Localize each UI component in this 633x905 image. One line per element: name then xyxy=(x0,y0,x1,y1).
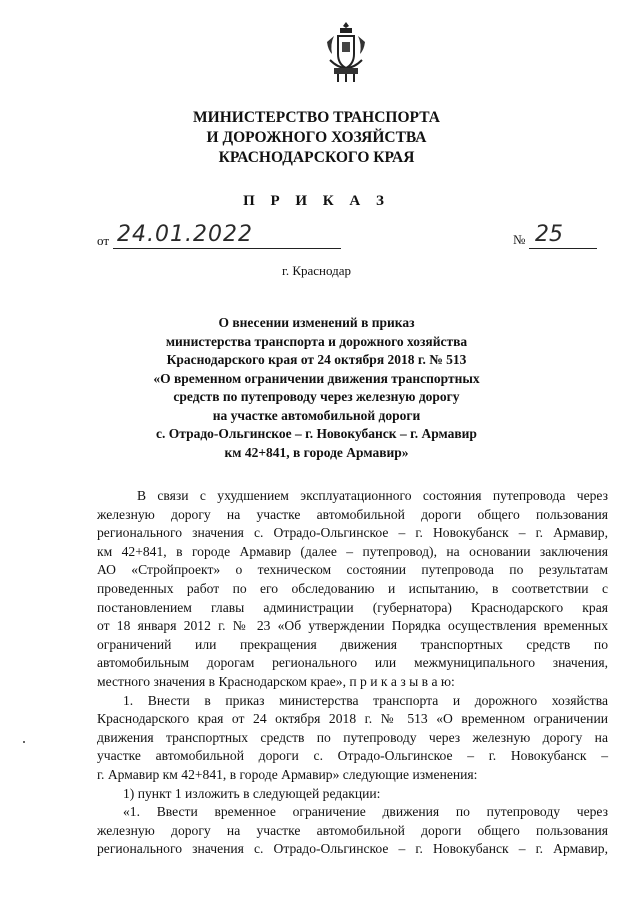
ministry-line: КРАСНОДАРСКОГО КРАЯ xyxy=(218,149,415,166)
body-line: постановлением главы администрации (губернатора) Краснодарского края xyxy=(97,599,608,615)
number-value: 25 xyxy=(535,222,563,247)
body-line: участке автомобильной дороги с. Отрадо-Ольгинское – г. Новокубанск – xyxy=(97,748,608,764)
coat-of-arms-icon xyxy=(324,20,368,84)
body-line: 1. Внести в приказ министерства транспорта и дорожного хозяйства xyxy=(123,692,608,708)
body-line: 1) пункт 1 изложить в следующей редакции: xyxy=(123,785,381,801)
subject-line: министерства транспорта и дорожного хозяйства xyxy=(165,333,468,349)
body-line: железную дорогу на участке автомобильной дороги общего пользования xyxy=(97,506,608,522)
body-line: проведенных работ по его обследованию и испытанию, в соответствии с xyxy=(97,580,608,596)
body-text xyxy=(97,487,608,859)
number-underline xyxy=(529,248,597,249)
body-line: автомобильным дорогам регионального или межмуниципального значения, xyxy=(97,655,608,671)
subject-line: с. Отрадо-Ольгинское – г. Новокубанск – г. Армавир xyxy=(156,426,477,441)
body-line: регионального значения с. Отрадо-Ольгинское – г. Новокубанск – г. Армавир, xyxy=(97,525,608,541)
body-line: В связи с ухудшением эксплуатационного состояния путепровода через xyxy=(137,488,608,503)
number-label: № xyxy=(513,232,526,247)
body-line: от 18 января 2012 г. № 23 «Об утверждении Порядка осуществления временных xyxy=(97,618,608,634)
body-line: км 42+841, в городе Армавир (далее – путепровод), на основании заключения xyxy=(97,543,608,559)
subject-line: «О временном ограничении движения транспортных xyxy=(153,370,480,386)
ministry-line: И ДОРОЖНОГО ХОЗЯЙСТВА xyxy=(206,129,427,146)
body-line: железную дорогу на участке автомобильной дороги общего пользования xyxy=(97,822,608,838)
body-line: Краснодарского края от 24 октября 2018 г. № 513 «О временном ограничении xyxy=(97,711,608,727)
date-value: 24.01.2022 xyxy=(117,222,253,247)
body-line: АО «Стройпроект» о техническом состоянии путепровода по результатам xyxy=(97,562,608,578)
subject-line: на участке автомобильной дороги xyxy=(212,407,421,423)
body-line: «1. Ввести временное ограничение движения по путепроводу через xyxy=(123,804,608,820)
city: г. Краснодар xyxy=(281,263,352,278)
subject-line: О внесении изменений в приказ xyxy=(218,315,415,330)
ministry-line: МИНИСТЕРСТВО ТРАНСПОРТА xyxy=(193,109,440,126)
date-label: от xyxy=(97,233,110,248)
date-number-row xyxy=(97,224,603,252)
body-line: движения транспортных средств по путепроводу через железную дорогу на xyxy=(97,729,608,745)
body-line: регионального значения с. Отрадо-Ольгинское – г. Новокубанск – г. Армавир, xyxy=(97,841,608,857)
subject-line: средств по путепроводу через железную дорогу xyxy=(173,389,460,404)
margin-mark xyxy=(23,741,25,743)
subject-line: Краснодарского края от 24 октября 2018 г. № 513 xyxy=(166,352,467,367)
subject-line: км 42+841, в городе Армавир» xyxy=(224,444,409,460)
body-line: г. Армавир км 42+841, в городе Армавир» следующие изменения: xyxy=(97,766,478,782)
date-underline xyxy=(113,248,341,249)
body-line: ограничений или прекращения движения транспортных средств по xyxy=(97,636,608,652)
document-type: П Р И К А З xyxy=(243,193,390,209)
subject-heading xyxy=(0,314,633,462)
ministry-name xyxy=(0,108,633,168)
body-line: местного значения в Краснодарском крае», п р и к а з ы в а ю: xyxy=(97,673,455,689)
